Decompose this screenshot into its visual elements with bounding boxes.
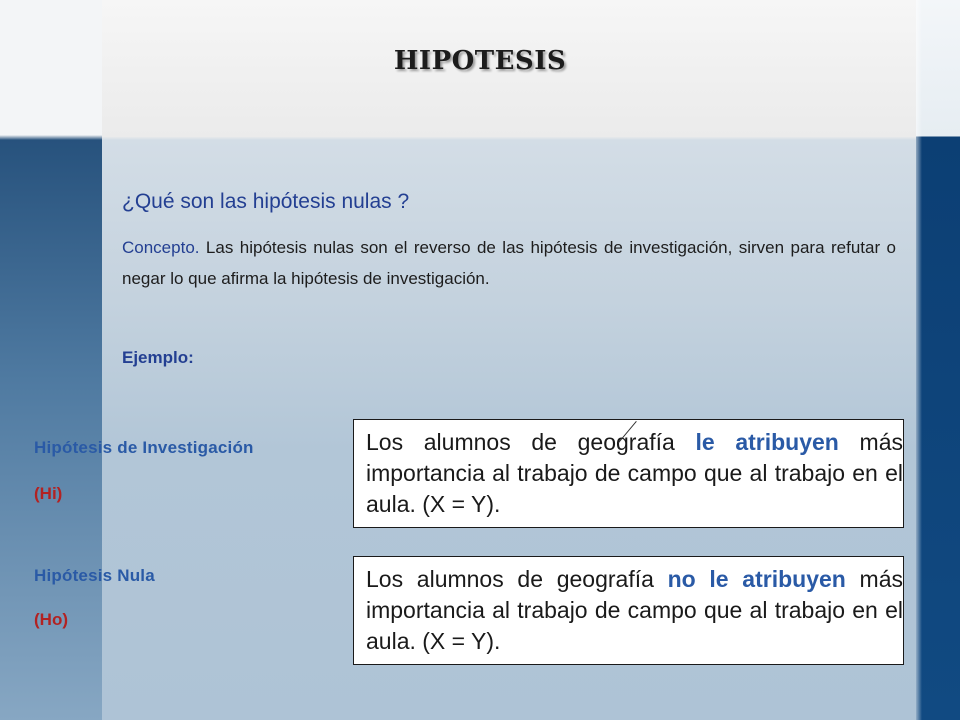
right-decor-strip [916,0,960,720]
statement-text: Los alumnos de geografía [366,566,668,592]
hypothesis-research-label: Hipótesis de Investigación [34,438,254,457]
question-heading: ¿Qué son las hipótesis nulas ? [122,190,410,213]
example-label: Ejemplo: [122,348,194,367]
concept-text: Las hipótesis nulas son el reverso de las hipótesis de investigación, sirven para refutar o negar lo que afirma la hipótesis de investigación. [122,238,896,288]
slide-title: HIPOTESIS [393,46,567,76]
hypothesis-research-box [353,419,904,528]
statement-emphasis: no le atribuyen [667,566,846,592]
concept-paragraph [122,232,896,294]
statement-text: más importancia al trabajo de campo que al trabajo en el aula. (X = Y). [366,429,903,517]
hypothesis-null-box [353,556,904,665]
statement-emphasis: le atribuyen [695,429,839,455]
hypothesis-research-code: (Hi) [34,484,63,503]
hypothesis-null-label: Hipótesis Nula [34,566,155,585]
statement-text: Los alumnos de geografía [366,429,696,455]
concept-label: Concepto. [122,238,200,257]
hypothesis-null-code: (Ho) [34,610,68,629]
statement-text: más importancia al trabajo de campo que al trabajo en el aula. (X = Y). [366,566,903,654]
